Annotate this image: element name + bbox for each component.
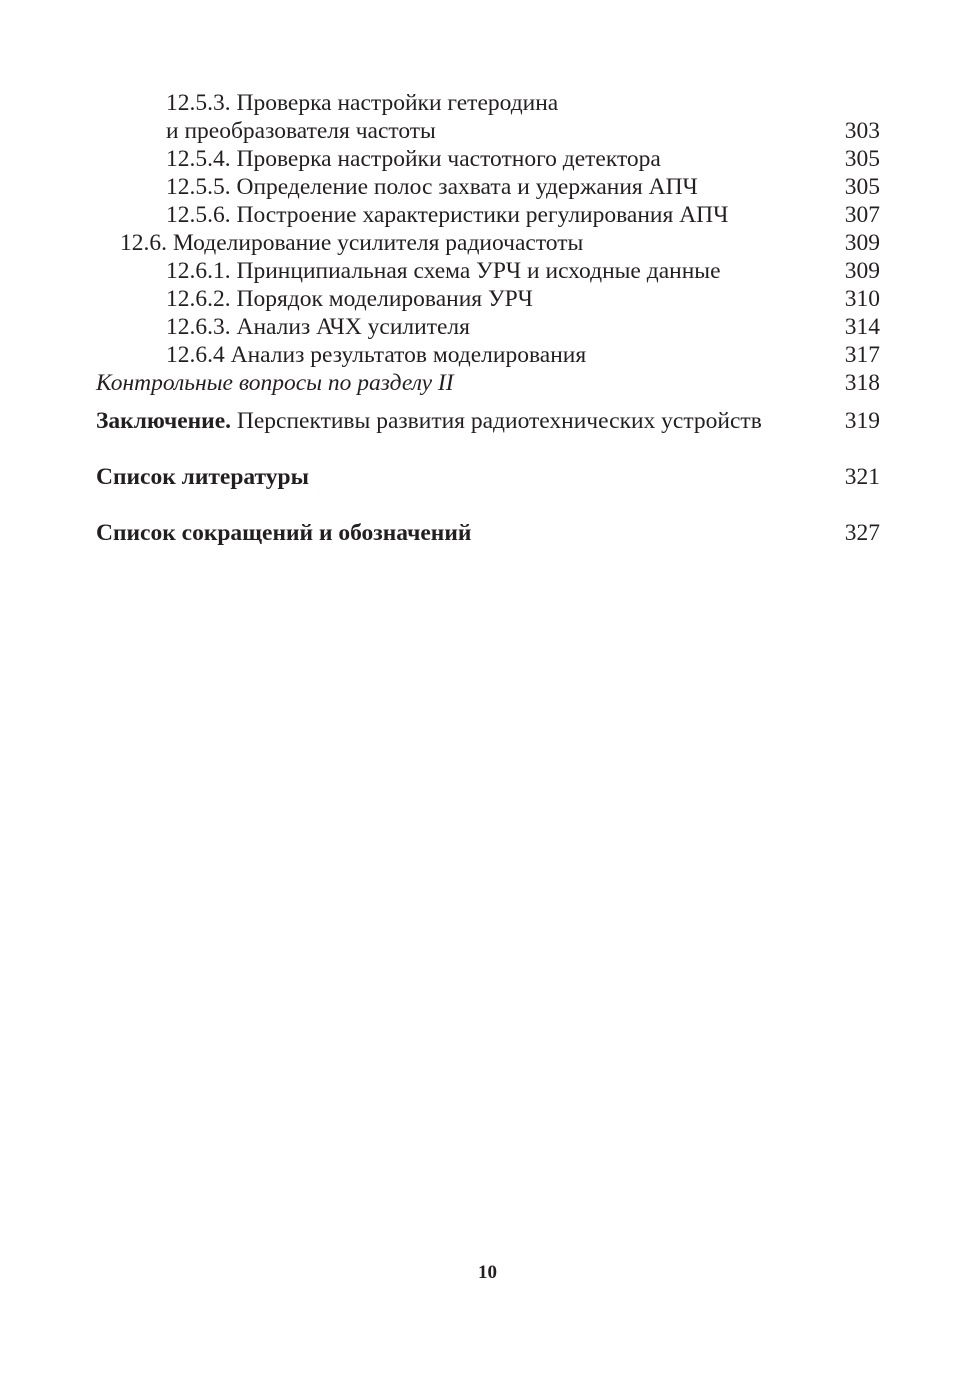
toc-entry-conclusion[interactable] bbox=[96, 407, 880, 435]
toc-entry-title: 12.6. Моделирование усилителя радиочастоты bbox=[120, 230, 584, 256]
toc-entry-review-questions[interactable] bbox=[96, 369, 880, 397]
toc-entry[interactable] bbox=[96, 117, 880, 145]
toc-entry-abbreviations[interactable] bbox=[96, 519, 880, 547]
toc-entry[interactable] bbox=[96, 313, 880, 341]
conclusion-subtitle: Перспективы развития радиотехнических устройств bbox=[231, 408, 762, 434]
toc-entry[interactable] bbox=[96, 173, 880, 201]
toc-entry-title: Список сокращений и обозначений bbox=[96, 520, 472, 546]
toc-entry[interactable] bbox=[96, 285, 880, 313]
toc-entry-title: 12.5.6. Построение характеристики регулирования АПЧ bbox=[166, 202, 729, 228]
toc-entry-title: и преобразователя частоты bbox=[166, 118, 436, 144]
toc-entry-title: Контрольные вопросы по разделу II bbox=[96, 370, 454, 396]
toc-entry[interactable] bbox=[96, 257, 880, 285]
toc-entry-title: 12.6.3. Анализ АЧХ усилителя bbox=[166, 314, 470, 340]
toc-entry-title: 12.5.3. Проверка настройки гетеродина bbox=[166, 90, 559, 116]
toc-entry[interactable] bbox=[96, 201, 880, 229]
toc-entry-title: 12.6.4 Анализ результатов моделирования bbox=[166, 342, 587, 368]
toc-entry-page: 319 bbox=[844, 408, 880, 434]
toc-entry-page: 305 bbox=[844, 146, 880, 172]
toc-entry-page: 309 bbox=[844, 258, 880, 284]
toc-entry[interactable] bbox=[96, 89, 880, 117]
toc-entry-page: 310 bbox=[844, 286, 880, 312]
toc-entry-page: 305 bbox=[844, 174, 880, 200]
toc-entry-page: 317 bbox=[844, 342, 880, 368]
toc-entry-page: 307 bbox=[844, 202, 880, 228]
toc-entry-title: 12.5.4. Проверка настройки частотного детектора bbox=[166, 146, 661, 172]
toc-entry-title: 12.6.2. Порядок моделирования УРЧ bbox=[166, 286, 533, 312]
toc-entry-page: 303 bbox=[844, 118, 880, 144]
toc-entry-page: 314 bbox=[844, 314, 880, 340]
toc-entry[interactable] bbox=[96, 229, 880, 257]
toc-entry[interactable] bbox=[96, 145, 880, 173]
toc-entry-page: 321 bbox=[844, 464, 880, 490]
toc-entry-page: 327 bbox=[844, 520, 880, 546]
table-of-contents bbox=[96, 89, 880, 547]
toc-entry-title: 12.6.1. Принципиальная схема УРЧ и исходные данные bbox=[166, 258, 721, 284]
toc-entry[interactable] bbox=[96, 341, 880, 369]
toc-entry-title: Список литературы bbox=[96, 464, 309, 490]
toc-entry-page: 309 bbox=[844, 230, 880, 256]
toc-entry-literature[interactable] bbox=[96, 463, 880, 491]
conclusion-bold-label: Заключение. bbox=[96, 408, 232, 434]
toc-entry-title: 12.5.5. Определение полос захвата и удержания АПЧ bbox=[166, 174, 698, 200]
toc-entry-title bbox=[96, 407, 762, 435]
toc-entry-page: 318 bbox=[844, 370, 880, 396]
page-number: 10 bbox=[478, 1262, 497, 1283]
